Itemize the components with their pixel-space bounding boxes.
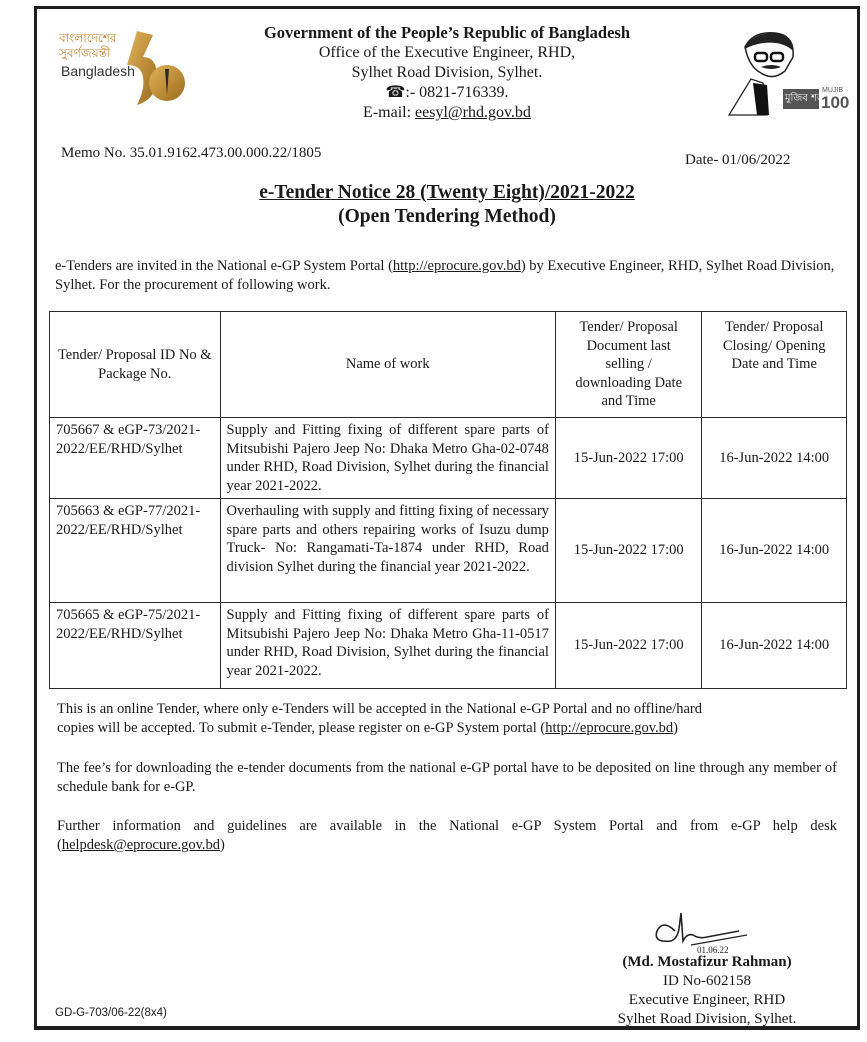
intro-paragraph: e-Tenders are invited in the National e-GP System Portal (http://eprocure.gov.bd) by Executive Engineer, RHD, Sylhet Road Division, Sylhet. For the procurement of following work.: [55, 258, 835, 293]
last-selling-cell: 15-Jun-2022 17:00: [555, 418, 702, 499]
table-row: [50, 603, 847, 689]
memo-number: Memo No. 35.01.9162.473.00.000.22/1805: [61, 145, 322, 161]
table-header-row: [50, 312, 847, 418]
footer-code: GD-G-703/06-22(8x4): [55, 1007, 167, 1019]
header-name-of-work: Name of work: [220, 312, 555, 418]
online-tender-paragraph: This is an online Tender, where only e-Tenders will be accepted in the National e-GP Portal and no offline/hard copies will be accepted. To submit e-Tender, please register on e-GP System portal (http://eprocure.gov.bd): [57, 701, 702, 736]
signatory-office: Sylhet Road Division, Sylhet.: [617, 1011, 797, 1027]
table-row: [50, 418, 847, 499]
eprocure-link[interactable]: http://eprocure.gov.bd: [392, 258, 521, 274]
signatory-name: (Md. Mostafizur Rahman): [622, 954, 792, 970]
notice-date: Date- 01/06/2022: [685, 152, 791, 168]
notice-title: [37, 181, 857, 229]
tender-id-cell: 705665 & eGP-75/2021-2022/EE/RHD/Sylhet: [50, 603, 221, 689]
signatory-block: [607, 953, 807, 1029]
last-selling-cell: 15-Jun-2022 17:00: [555, 499, 702, 603]
header-last-selling: Tender/ Proposal Document last selling / downloading Date and Time: [555, 312, 702, 418]
mujib-label: MUJIB: [822, 87, 843, 94]
tender-id-cell: 705663 & eGP-77/2021-2022/EE/RHD/Sylhet: [50, 499, 221, 603]
notice-title-line2: (Open Tendering Method): [338, 206, 556, 227]
golden-jubilee-logo: [49, 17, 199, 107]
table-row: [50, 499, 847, 603]
signature-icon: [627, 909, 757, 957]
svg-text:01.06.22: 01.06.22: [697, 945, 729, 955]
office-header: [197, 23, 697, 123]
closing-opening-cell: 16-Jun-2022 14:00: [702, 418, 847, 499]
closing-opening-cell: 16-Jun-2022 14:00: [702, 499, 847, 603]
header-closing-opening: Tender/ Proposal Closing/ Opening Date and Time: [702, 312, 847, 418]
further-info-paragraph: Further information and guidelines are available in the National e-GP System Portal and from e-GP help desk (helpdesk@eprocure.gov.bd): [57, 818, 837, 853]
tender-table: [49, 311, 847, 689]
jubilee-bangladesh-text: Bangladesh: [61, 63, 135, 79]
fees-paragraph: The fee’s for downloading the e-tender documents from the national e-GP portal have to be deposited on line through any member of schedule bank for e-GP.: [57, 760, 837, 795]
signatory-id: ID No-602158: [663, 973, 751, 989]
work-name-cell: Supply and Fitting fixing of different spare parts of Mitsubishi Pajero Jeep No: Dhaka Metro Gha-11-0517 under RHD, Road Division, Sylhet during the financial year 2021-2022.: [220, 603, 555, 689]
email-link[interactable]: eesyl@rhd.gov.bd: [415, 104, 531, 121]
phone-line: [197, 83, 697, 103]
government-name: Government of the People’s Republic of Bangladesh: [263, 23, 631, 42]
helpdesk-email-link[interactable]: helpdesk@eprocure.gov.bd: [61, 837, 221, 853]
division-name: Sylhet Road Division, Sylhet.: [351, 64, 543, 81]
mujib-bangla-text: মুজিব শতবর্ষ: [785, 93, 836, 104]
tender-id-cell: 705667 & eGP-73/2021-2022/EE/RHD/Sylhet: [50, 418, 221, 499]
phone-number: :- 0821-716339.: [405, 84, 509, 101]
work-name-cell: Overhauling with supply and fitting fixing of necessary spare parts and others repairing works of Isuzu dump Truck- No: Rangamati-Ta-1874 under RHD, Road division Sylhet during the financial year 2021-2022.: [220, 499, 555, 603]
mujib-100-label: 100: [821, 93, 850, 112]
signatory-designation: Executive Engineer, RHD: [628, 992, 786, 1008]
notice-document: [34, 6, 860, 1030]
notice-title-line1: e-Tender Notice 28 (Twenty Eight)/2021-2022: [259, 182, 635, 203]
office-name: Office of the Executive Engineer, RHD,: [318, 44, 576, 61]
header-tender-id: Tender/ Proposal ID No & Package No.: [50, 312, 221, 418]
eprocure-register-link[interactable]: http://eprocure.gov.bd: [545, 720, 674, 736]
closing-opening-cell: 16-Jun-2022 14:00: [702, 603, 847, 689]
last-selling-cell: 15-Jun-2022 17:00: [555, 603, 702, 689]
telephone-icon: ☎: [385, 84, 406, 101]
work-name-cell: Supply and Fitting fixing of different spare parts of Mitsubishi Pajero Jeep No: Dhaka Metro Gha-02-0748 under RHD, Road Division, Sylhet during the financial year 2021-2022.: [220, 418, 555, 499]
mujib-100-logo: [723, 27, 850, 117]
email-line: E-mail: eesyl@rhd.gov.bd: [363, 104, 531, 121]
jubilee-bangla-text: বাংলাদেশের সুবর্ণজয়ন্তী: [59, 31, 117, 60]
